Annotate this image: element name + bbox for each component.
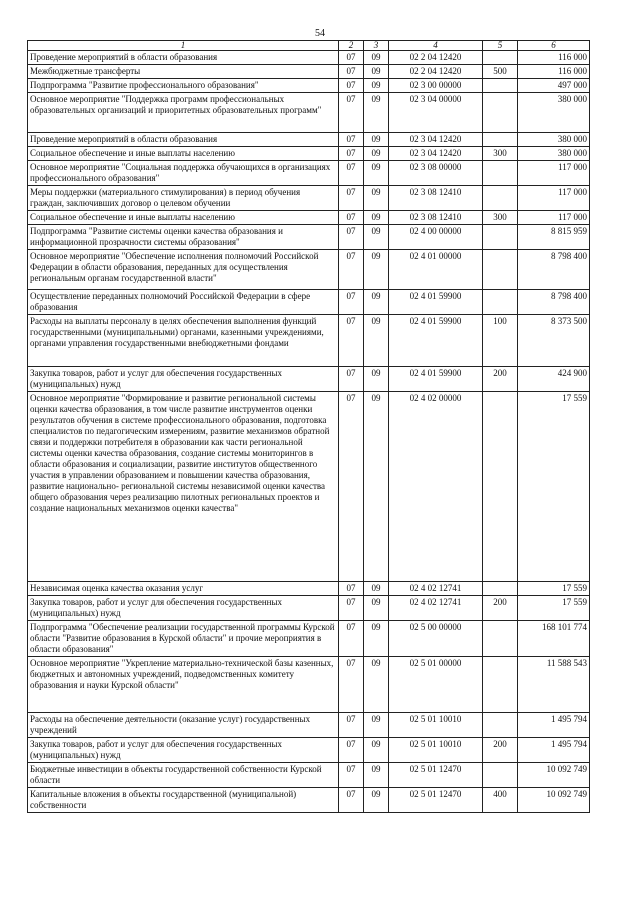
amount: 8 798 400 bbox=[518, 290, 590, 315]
expense-type-code bbox=[483, 186, 518, 211]
amount: 168 101 774 bbox=[518, 621, 590, 657]
amount: 117 000 bbox=[518, 161, 590, 186]
page-number: 54 bbox=[315, 28, 325, 39]
section-code: 07 bbox=[339, 93, 364, 133]
target-article-code: 02 3 08 00000 bbox=[389, 161, 483, 186]
target-article-code: 02 5 01 00000 bbox=[389, 657, 483, 713]
expense-type-code bbox=[483, 763, 518, 788]
target-article-code: 02 4 02 00000 bbox=[389, 392, 483, 582]
table-row bbox=[28, 788, 590, 813]
amount: 117 000 bbox=[518, 186, 590, 211]
section-code: 07 bbox=[339, 290, 364, 315]
subsection-code: 09 bbox=[364, 596, 389, 621]
amount: 17 559 bbox=[518, 582, 590, 596]
target-article-code: 02 3 00 00000 bbox=[389, 79, 483, 93]
subsection-code: 09 bbox=[364, 713, 389, 738]
section-code: 07 bbox=[339, 596, 364, 621]
section-code: 07 bbox=[339, 713, 364, 738]
row-name: Расходы на выплаты персоналу в целях обеспечения выполнения функций государственными (муниципальными) органами, казенными учреждениями, органами управления государственными внебюджетными фондами bbox=[28, 315, 339, 367]
subsection-code: 09 bbox=[364, 788, 389, 813]
expense-type-code bbox=[483, 290, 518, 315]
target-article-code: 02 4 01 59900 bbox=[389, 367, 483, 392]
row-name: Подпрограмма "Развитие профессионального образования" bbox=[28, 79, 339, 93]
row-name: Осуществление переданных полномочий Российской Федерации в сфере образования bbox=[28, 290, 339, 315]
column-number: 5 bbox=[483, 41, 518, 51]
subsection-code: 09 bbox=[364, 582, 389, 596]
section-code: 07 bbox=[339, 315, 364, 367]
amount: 380 000 bbox=[518, 147, 590, 161]
row-name: Проведение мероприятий в области образования bbox=[28, 51, 339, 65]
target-article-code: 02 2 04 12420 bbox=[389, 65, 483, 79]
table-row bbox=[28, 657, 590, 713]
amount: 17 559 bbox=[518, 392, 590, 582]
expense-type-code: 500 bbox=[483, 65, 518, 79]
amount: 116 000 bbox=[518, 65, 590, 79]
row-name: Межбюджетные трансферты bbox=[28, 65, 339, 79]
section-code: 07 bbox=[339, 392, 364, 582]
target-article-code: 02 4 01 00000 bbox=[389, 250, 483, 290]
subsection-code: 09 bbox=[364, 65, 389, 79]
table-row bbox=[28, 250, 590, 290]
section-code: 07 bbox=[339, 763, 364, 788]
section-code: 07 bbox=[339, 738, 364, 763]
row-name: Проведение мероприятий в области образования bbox=[28, 133, 339, 147]
amount: 1 495 794 bbox=[518, 713, 590, 738]
section-code: 07 bbox=[339, 225, 364, 250]
section-code: 07 bbox=[339, 186, 364, 211]
expense-type-code: 300 bbox=[483, 147, 518, 161]
target-article-code: 02 4 02 12741 bbox=[389, 582, 483, 596]
subsection-code: 09 bbox=[364, 657, 389, 713]
table-row bbox=[28, 713, 590, 738]
target-article-code: 02 5 01 12470 bbox=[389, 788, 483, 813]
expense-type-code bbox=[483, 392, 518, 582]
section-code: 07 bbox=[339, 250, 364, 290]
subsection-code: 09 bbox=[364, 315, 389, 367]
subsection-code: 09 bbox=[364, 290, 389, 315]
target-article-code: 02 3 04 12420 bbox=[389, 133, 483, 147]
expense-type-code: 100 bbox=[483, 315, 518, 367]
target-article-code: 02 5 01 10010 bbox=[389, 738, 483, 763]
table-row bbox=[28, 315, 590, 367]
subsection-code: 09 bbox=[364, 392, 389, 582]
column-number: 1 bbox=[28, 41, 339, 51]
target-article-code: 02 4 00 00000 bbox=[389, 225, 483, 250]
target-article-code: 02 3 08 12410 bbox=[389, 186, 483, 211]
expense-type-code bbox=[483, 657, 518, 713]
subsection-code: 09 bbox=[364, 738, 389, 763]
section-code: 07 bbox=[339, 582, 364, 596]
amount: 10 092 749 bbox=[518, 788, 590, 813]
section-code: 07 bbox=[339, 147, 364, 161]
expense-type-code bbox=[483, 79, 518, 93]
expense-type-code bbox=[483, 93, 518, 133]
subsection-code: 09 bbox=[364, 367, 389, 392]
subsection-code: 09 bbox=[364, 79, 389, 93]
table-row bbox=[28, 738, 590, 763]
table-row bbox=[28, 161, 590, 186]
amount: 497 000 bbox=[518, 79, 590, 93]
expense-type-code bbox=[483, 582, 518, 596]
table-row bbox=[28, 367, 590, 392]
section-code: 07 bbox=[339, 788, 364, 813]
row-name: Подпрограмма "Развитие системы оценки качества образования и информационной прозрачности системы образования" bbox=[28, 225, 339, 250]
table-row bbox=[28, 582, 590, 596]
row-name: Независимая оценка качества оказания услуг bbox=[28, 582, 339, 596]
expense-type-code: 400 bbox=[483, 788, 518, 813]
column-number: 6 bbox=[518, 41, 590, 51]
expense-type-code: 200 bbox=[483, 367, 518, 392]
row-name: Меры поддержки (материального стимулирования) в период обучения граждан, заключивших договор о целевом обучении bbox=[28, 186, 339, 211]
amount: 8 373 500 bbox=[518, 315, 590, 367]
subsection-code: 09 bbox=[364, 133, 389, 147]
expense-type-code bbox=[483, 133, 518, 147]
column-number-row bbox=[28, 41, 590, 51]
subsection-code: 09 bbox=[364, 621, 389, 657]
table-row bbox=[28, 290, 590, 315]
amount: 17 559 bbox=[518, 596, 590, 621]
table-row bbox=[28, 147, 590, 161]
column-number: 2 bbox=[339, 41, 364, 51]
row-name: Закупка товаров, работ и услуг для обеспечения государственных (муниципальных) нужд bbox=[28, 596, 339, 621]
table-row bbox=[28, 621, 590, 657]
row-name: Закупка товаров, работ и услуг для обеспечения государственных (муниципальных) нужд bbox=[28, 738, 339, 763]
table-row bbox=[28, 65, 590, 79]
row-name: Закупка товаров, работ и услуг для обеспечения государственных (муниципальных) нужд bbox=[28, 367, 339, 392]
subsection-code: 09 bbox=[364, 93, 389, 133]
amount: 8 798 400 bbox=[518, 250, 590, 290]
amount: 424 900 bbox=[518, 367, 590, 392]
amount: 380 000 bbox=[518, 93, 590, 133]
expense-type-code bbox=[483, 713, 518, 738]
amount: 8 815 959 bbox=[518, 225, 590, 250]
expense-type-code bbox=[483, 225, 518, 250]
target-article-code: 02 5 01 10010 bbox=[389, 713, 483, 738]
target-article-code: 02 5 00 00000 bbox=[389, 621, 483, 657]
row-name: Подпрограмма "Обеспечение реализации государственной программы Курской области "Развитие образования в Курской области" и прочие мероприятия в области образования" bbox=[28, 621, 339, 657]
section-code: 07 bbox=[339, 51, 364, 65]
section-code: 07 bbox=[339, 367, 364, 392]
row-name: Бюджетные инвестиции в объекты государственной собственности Курской области bbox=[28, 763, 339, 788]
subsection-code: 09 bbox=[364, 225, 389, 250]
row-name: Социальное обеспечение и иные выплаты населению bbox=[28, 211, 339, 225]
subsection-code: 09 bbox=[364, 51, 389, 65]
row-name: Основное мероприятие "Формирование и развитие региональной системы оценки качества образования, в том числе развитие инструментов оценки результатов обучения в системе профессионального образования, подготовка специалистов по педагогическим измерениям, развитие механизмов обратной связи и поддержки потребителя в образовании как части региональной системы оценки качества образования, создание системы мониторингов в области образования и социализации, развитие институтов общественного участия в управлении образованием и повышении качества образования, развитие национально- региональной системы независимой оценки качества общего образования через реализацию пилотных региональных проектов и создание национальных механизмов оценки качества" bbox=[28, 392, 339, 582]
section-code: 07 bbox=[339, 211, 364, 225]
table-row bbox=[28, 211, 590, 225]
expense-type-code bbox=[483, 250, 518, 290]
subsection-code: 09 bbox=[364, 250, 389, 290]
table-row bbox=[28, 51, 590, 65]
row-name: Капитальные вложения в объекты государственной (муниципальной) собственности bbox=[28, 788, 339, 813]
target-article-code: 02 4 01 59900 bbox=[389, 315, 483, 367]
subsection-code: 09 bbox=[364, 763, 389, 788]
row-name: Социальное обеспечение и иные выплаты населению bbox=[28, 147, 339, 161]
expense-type-code bbox=[483, 621, 518, 657]
amount: 10 092 749 bbox=[518, 763, 590, 788]
target-article-code: 02 4 02 12741 bbox=[389, 596, 483, 621]
table-row bbox=[28, 596, 590, 621]
target-article-code: 02 2 04 12420 bbox=[389, 51, 483, 65]
subsection-code: 09 bbox=[364, 211, 389, 225]
table-row bbox=[28, 392, 590, 582]
target-article-code: 02 3 04 12420 bbox=[389, 147, 483, 161]
expense-type-code: 200 bbox=[483, 596, 518, 621]
amount: 117 000 bbox=[518, 211, 590, 225]
expense-type-code bbox=[483, 161, 518, 186]
amount: 11 588 543 bbox=[518, 657, 590, 713]
section-code: 07 bbox=[339, 133, 364, 147]
row-name: Основное мероприятие "Укрепление материально-технической базы казенных, бюджетных и автономных учреждений, подведомственных комитету образования и науки Курской области" bbox=[28, 657, 339, 713]
table-row bbox=[28, 186, 590, 211]
expense-type-code bbox=[483, 51, 518, 65]
section-code: 07 bbox=[339, 65, 364, 79]
section-code: 07 bbox=[339, 657, 364, 713]
target-article-code: 02 3 04 00000 bbox=[389, 93, 483, 133]
subsection-code: 09 bbox=[364, 147, 389, 161]
expense-type-code: 300 bbox=[483, 211, 518, 225]
target-article-code: 02 4 01 59900 bbox=[389, 290, 483, 315]
column-number: 4 bbox=[389, 41, 483, 51]
section-code: 07 bbox=[339, 79, 364, 93]
expense-type-code: 200 bbox=[483, 738, 518, 763]
row-name: Основное мероприятие "Социальная поддержка обучающихся в организациях профессионального образования" bbox=[28, 161, 339, 186]
table-row bbox=[28, 93, 590, 133]
column-number: 3 bbox=[364, 41, 389, 51]
subsection-code: 09 bbox=[364, 161, 389, 186]
section-code: 07 bbox=[339, 161, 364, 186]
target-article-code: 02 3 08 12410 bbox=[389, 211, 483, 225]
subsection-code: 09 bbox=[364, 186, 389, 211]
row-name: Основное мероприятие "Поддержка программ профессиональных образовательных организаций и приоритетных образовательных программ" bbox=[28, 93, 339, 133]
row-name: Расходы на обеспечение деятельности (оказание услуг) государственных учреждений bbox=[28, 713, 339, 738]
table-row bbox=[28, 763, 590, 788]
amount: 380 000 bbox=[518, 133, 590, 147]
amount: 116 000 bbox=[518, 51, 590, 65]
row-name: Основное мероприятие "Обеспечение исполнения полномочий Российской Федерации в области образования, переданных для осуществления региональным органам государственной власти" bbox=[28, 250, 339, 290]
table-row bbox=[28, 133, 590, 147]
amount: 1 495 794 bbox=[518, 738, 590, 763]
table-row bbox=[28, 225, 590, 250]
budget-table bbox=[27, 40, 590, 813]
target-article-code: 02 5 01 12470 bbox=[389, 763, 483, 788]
table-row bbox=[28, 79, 590, 93]
section-code: 07 bbox=[339, 621, 364, 657]
